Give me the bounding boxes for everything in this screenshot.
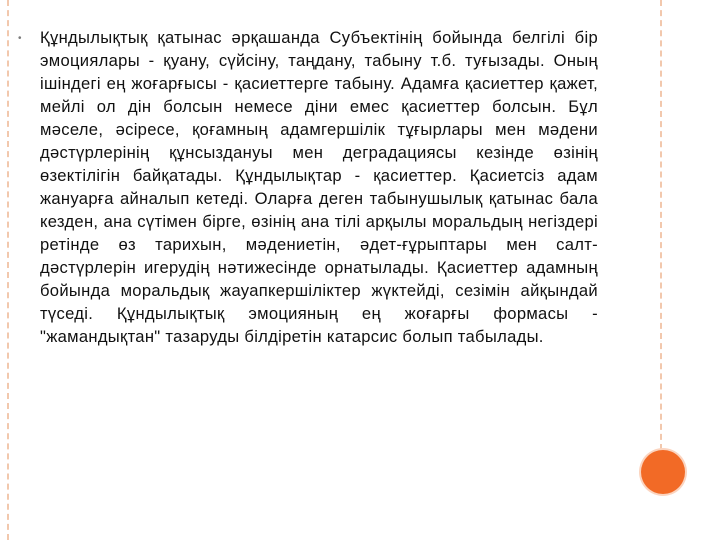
bullet-item xyxy=(18,26,598,348)
right-decorative-border xyxy=(660,0,662,450)
slide-content xyxy=(18,26,598,348)
bullet-icon: • xyxy=(18,33,22,44)
left-decorative-border xyxy=(7,0,9,540)
decorative-orange-circle xyxy=(641,450,685,494)
body-paragraph: Құндылықтық қатынас әрқашанда Субъектінің бойында белгілі бір эмоциялары - қуану, сүйсіну, таңдану, табыну т.б. туғызады. Оның ішіндегі ең жоғарғысы - қасиеттерге табыну. Адамға қасиеттер қажет, мейлі ол дін болсын немесе діни емес қасиеттер болсын. Бұл мәселе, әсіресе, қоғамның адамгершілік тұғырлары мен мәдени дәстүрлерінің құнсыздануы мен деградациясы кезінде өзінің өзектілігін байқатады. Құндылықтар - қасиеттер. Қасиетсіз адам жануарға айналып кетеді. Оларға деген табынушылық қатынас бала кезден, ана сүтімен бірге, өзінің ана тілі арқылы моральдың негіздері ретінде өз тарихын, мәдениетін, әдет-ғұрыптары мен салт-дәстүрлерін игерудің нәтижесінде орнатылады. Қасиеттер адамның бойында моральдық жауапкершіліктер жүктейді, сезімін айқындай түседі. Құндылықтық эмоцияның ең жоғарғы формасы - "жамандықтан" тазаруды білдіретін катарсис болып табылады. xyxy=(40,28,598,346)
